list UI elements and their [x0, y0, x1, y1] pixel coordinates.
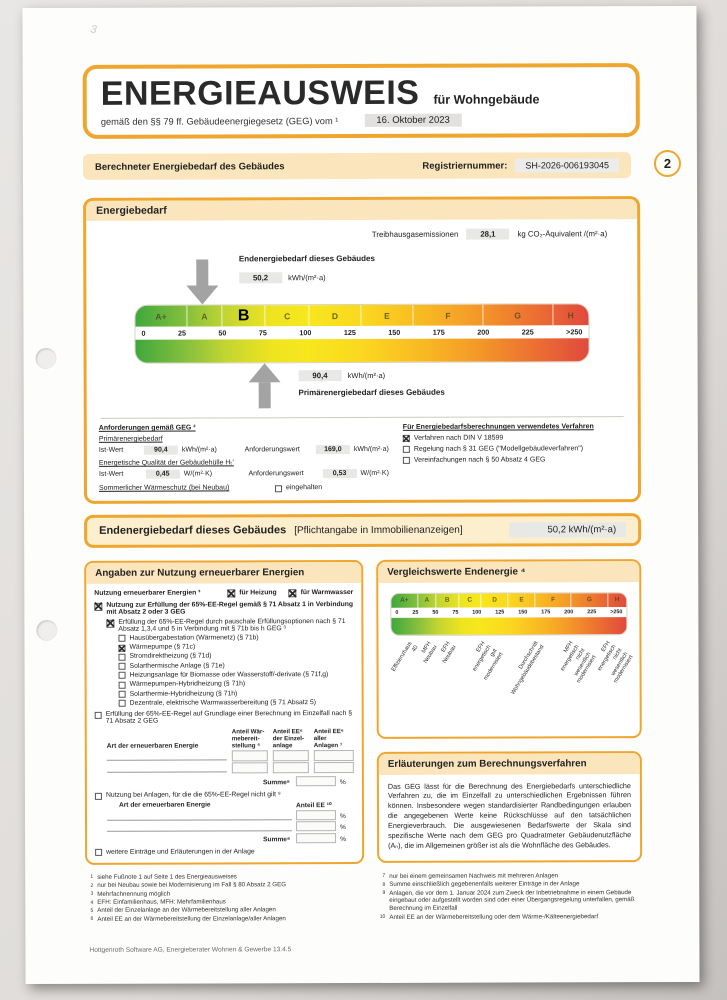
- tick: 225: [521, 327, 534, 337]
- scale-class: H: [614, 596, 620, 604]
- scale-class: B: [436, 593, 459, 607]
- rule65-label: Nutzung zur Erfüllung der 65%-EE-Regel gemäß § 71 Absatz 1 in Verbindung mit Absatz 2 oder 3 GEG: [106, 601, 354, 616]
- explanation-section: [377, 751, 642, 863]
- divider: [101, 416, 624, 419]
- heating-checkbox: [227, 589, 235, 597]
- table2-col-energy-type: Art der erneuerbaren Energie: [118, 801, 211, 809]
- registration-number: SH-2026-006193045: [515, 158, 619, 172]
- comparison-marker-label: EFH Neubau: [440, 640, 457, 664]
- option-checkbox: [119, 672, 126, 679]
- footnote-text: siehe Fußnote 1 auf Seite 1 des Energieausweises: [97, 873, 237, 881]
- primary-energy-unit: kWh/(m²·a): [347, 370, 386, 381]
- req-label: Anforderungswert: [244, 446, 300, 454]
- option-label: Stromdirektheizung (§ 71d): [129, 652, 212, 661]
- method-checkbox: [403, 457, 410, 464]
- prim-req-unit: kWh/(m²·a): [353, 445, 389, 454]
- tick: 75: [258, 328, 267, 338]
- prim-ist-unit: kWh/(m²·a): [181, 446, 217, 454]
- tick: 150: [388, 327, 401, 337]
- scale-class: H: [567, 309, 574, 320]
- table-row-line: [107, 750, 227, 761]
- banner-value: 50,2 kWh/(m²·a): [509, 522, 626, 537]
- tick: 175: [432, 327, 445, 337]
- prim-ist-value: 90,4: [144, 446, 178, 455]
- comparison-marker-label: MFH energetisch nicht wesentlich modernisiert: [559, 639, 598, 685]
- comparison-marker-label: EFH energetisch gut modernisiert: [471, 640, 504, 681]
- method-option-label: Regelung nach § 31 GEG ("Modellgebäudeverfahren"): [413, 444, 584, 453]
- pencil-mark: 3: [89, 23, 98, 37]
- end-energy-label: Endenergiebedarf dieses Gebäudes: [238, 253, 375, 264]
- env-req-value: 0,53: [323, 469, 357, 478]
- sum-cell: [296, 833, 336, 843]
- header-title: Berechneter Energiebedarf des Gebäudes: [94, 160, 285, 173]
- percent-sign: %: [339, 779, 346, 787]
- ghg-label: Treibhausgasemissionen: [371, 229, 459, 239]
- scale-class: G: [572, 593, 608, 607]
- hot-water-checkbox: [289, 589, 297, 597]
- sum-label: Summe⁸: [263, 836, 291, 844]
- table-col-ee-all: Anteil EE⁶ aller Anlagen ⁷: [313, 728, 344, 750]
- option-checkbox: [118, 654, 125, 661]
- table-cell: [314, 762, 354, 773]
- tick: >250: [610, 608, 623, 615]
- table-row-line: [107, 809, 292, 821]
- energiebedarf-heading: Energiebedarf: [86, 199, 637, 221]
- table-row-line: [107, 820, 292, 832]
- method-option-label: Verfahren nach DIN V 18599: [413, 434, 504, 442]
- footnote-text: nur bei Neubau sowie bei Modernisierung im Fall § 80 Absatz 2 GEG: [97, 881, 287, 890]
- end-energy-banner: [84, 513, 641, 548]
- table-col-energy-type: Art der erneuerbaren Energie: [106, 742, 199, 751]
- scale-class: F: [414, 305, 484, 326]
- table-cell: [273, 751, 309, 762]
- footnotes: [85, 871, 642, 923]
- law-reference: gemäß den §§ 79 ff. Gebäudeenergiegesetz (GEG) vom ¹: [100, 115, 339, 127]
- footnote-number: 2: [90, 882, 94, 889]
- comparison-heading: Vergleichswerte Endenergie ⁴: [378, 561, 639, 583]
- hole-punch: [36, 348, 57, 369]
- summer-protection-title: Sommerlicher Wärmeschutz (bei Neubau): [98, 484, 230, 492]
- flat-rule-checkbox: [106, 619, 114, 627]
- calculation-method: [403, 423, 626, 491]
- scale-class-bands: [135, 304, 588, 326]
- primary-energy-req-title: Primärenergiebedarf: [98, 435, 163, 443]
- software-credit: Hottgenroth Software AG, Energieberater Wohnen & Gewerbe 13.4.5: [89, 946, 292, 955]
- table-col-heat-share: Anteil Wär- mebereit- stellung ⁵: [231, 728, 265, 750]
- footnote-number: 1: [90, 874, 94, 881]
- primary-energy-value: 90,4: [298, 370, 341, 381]
- tick: 0: [395, 609, 399, 616]
- footnote-text: Anteil der Einzelanlage an der Wärmebereitstellung aller Anlagen: [97, 906, 276, 915]
- tick: 100: [299, 328, 312, 338]
- percent-sign: %: [340, 835, 346, 843]
- primary-energy-arrow-icon: [248, 363, 280, 408]
- renewables-heading: Angaben zur Nutzung erneuerbarer Energien: [86, 561, 361, 583]
- tick: 225: [587, 608, 597, 615]
- table-cell: [232, 751, 268, 762]
- hole-punch: [36, 620, 57, 641]
- comparison-marker-label: MFH Neubau: [420, 640, 439, 664]
- tick: 0: [141, 328, 146, 338]
- comparison-markers: [390, 637, 636, 730]
- footnote-number: 3: [90, 890, 94, 898]
- comparison-marker-label: Effizienzhaus 40: [390, 640, 420, 673]
- scale-class-current: B: [222, 305, 266, 326]
- tick: 75: [452, 609, 459, 616]
- requirements-title: Anforderungen gemäß GEG ²: [98, 424, 196, 432]
- env-ist-value: 0,45: [146, 470, 180, 479]
- scale-class: A: [418, 593, 436, 607]
- footnote-text: Summe einschließlich gegebenenfalls weiterer Einträge in der Anlage: [389, 880, 580, 889]
- primary-energy-label: Primärenergiebedarf dieses Gebäudes: [298, 387, 445, 398]
- footnote-number: 4: [90, 899, 94, 906]
- scale-class: A+: [391, 593, 418, 607]
- prim-req-value: 169,0: [316, 445, 350, 454]
- ist-label: Ist-Wert: [98, 470, 124, 478]
- table-row-line: [107, 762, 227, 773]
- scale-class: G: [483, 304, 553, 325]
- scale-class: F: [536, 593, 572, 607]
- scale-class: C: [266, 305, 310, 326]
- explanation-body: Das GEG lässt für die Berechnung des Energiebedarfs unterschiedliche Verfahren zu, die im Einzelfall zu unterschiedlichen Ergebnissen führen können. Insbesondere wegen standardisierter Randbedingungen erlauben die angegebenen Werte keine Rückschlüsse auf den tatsächlichen Energieverbrauch. Die ausgewiesenen Bedarfswerte der Skala sind spezifische Werte nach dem GEG pro Quadratmeter Gebäudenutzfläche (Aₙ), die im Allgemeinen größer ist als die Wohnfläche des Gebäudes.: [387, 780, 632, 851]
- tick: 125: [343, 328, 356, 338]
- scale-class: C: [459, 593, 482, 607]
- energiebedarf-section: [83, 196, 641, 503]
- sum-label: Summe⁸: [262, 779, 290, 787]
- renewables-section: [84, 559, 364, 865]
- method-checkbox: [403, 435, 410, 442]
- req-label: Anforderungswert: [248, 470, 304, 478]
- option-label: Solarthermische Anlage (§ 71e): [129, 662, 225, 670]
- table-cell: [273, 763, 309, 774]
- tick: 100: [472, 609, 482, 616]
- tick: 50: [432, 609, 439, 616]
- option-checkbox: [119, 682, 126, 689]
- tick: 25: [412, 609, 419, 616]
- explanation-heading: Erläuterungen zum Berechnungsverfahren: [379, 753, 640, 775]
- flat-rule-label: Erfüllung der 65%-EE-Regel durch pauschale Erfüllungsoptionen nach § 71 Absatz 1,3,4 und 5 in Verbindung mit § 71b bis h GEG ³: [118, 618, 346, 633]
- percent-sign: %: [339, 812, 346, 820]
- footnote-text: nur bei einem gemeinsamen Nachweis mit mehreren Anlagen: [389, 872, 559, 880]
- option-checkbox: [119, 663, 126, 670]
- not-applicable-label: Nutzung bei Anlagen, für die die 65%-EE-Regel nicht gilt ⁹: [105, 791, 281, 800]
- option-label: Solarthermie-Hybridheizung (§ 71h): [129, 689, 238, 698]
- footnote-text: Anlagen, die vor dem 1. Januar 2024 zum Zweck der Inbetriebnahme in einem Gebäude eingebaut oder aufgestellt worden sind oder einer Übergangsregelung unterfallen, gemäß Berechnung im Einzelfall: [389, 888, 635, 913]
- table-col-ee-single: Anteil EE⁶ der Einzel- anlage: [272, 728, 305, 750]
- footnote-number: 5: [90, 907, 94, 914]
- comparison-marker-label: EFH energetisch nicht wesentlich modernisiert: [597, 639, 636, 684]
- geg-requirements: [99, 424, 389, 492]
- percent-sign: %: [340, 823, 346, 831]
- env-ist-unit: W/(m²·K): [183, 470, 213, 478]
- scale-class: A+: [135, 306, 187, 327]
- envelope-title: Energetische Qualität der Gebäudehülle Hₜ': [98, 459, 234, 467]
- tick: >250: [566, 327, 583, 337]
- issue-date: 16. Oktober 2023: [364, 114, 461, 127]
- tick: 175: [541, 608, 551, 615]
- option-label: Heizungsanlage für Biomasse oder Wasserstoff/-derivate (§ 71f,g): [129, 671, 329, 679]
- sum-cell: [296, 776, 336, 786]
- scale-class: D: [309, 305, 361, 326]
- comparison-marker-label: Durchschnitt Wohngebäudebestand: [510, 639, 546, 696]
- banner-bracket: [Pflichtangabe in Immobilienanzeigen]: [294, 524, 463, 536]
- method-checkbox: [403, 446, 410, 453]
- footnote-text: EFH: Einfamilienhaus, MFH: Mehrfamilienhaus: [97, 898, 226, 906]
- tick: 25: [177, 328, 186, 338]
- comparison-section: [376, 559, 642, 739]
- footnote-number: 6: [90, 916, 94, 923]
- title-box: [83, 63, 640, 139]
- footnote-number: 7: [382, 873, 386, 880]
- tick: 200: [564, 608, 574, 615]
- heating-label: für Heizung: [239, 589, 277, 597]
- tick: 150: [518, 608, 528, 616]
- footnote-text: Anteil EE an der Wärmebereitstellung oder dem Wärme-/Kälteenergiebedarf: [389, 912, 599, 921]
- individual-case-label: Erfüllung der 65%-EE-Regel auf Grundlage einer Berechnung im Einzelfall nach § 71 Absatz 2 GEG: [105, 710, 353, 726]
- scale-class: A: [187, 305, 222, 326]
- not-applicable-checkbox: [95, 793, 102, 800]
- registration-label: Registriernummer:: [422, 160, 508, 172]
- energy-efficiency-scale: [134, 303, 589, 363]
- tick: 50: [218, 328, 227, 338]
- table2-col-ee-share: Anteil EE ¹⁰: [295, 801, 332, 810]
- scale-gradient-bar: [136, 338, 589, 362]
- banner-label: Endenergiebedarf dieses Gebäudes: [99, 524, 287, 537]
- table-cell: [232, 763, 268, 774]
- env-req-unit: W/(m²·K): [360, 469, 389, 478]
- hot-water-label: für Warmwasser: [300, 589, 354, 597]
- comparison-scale: [390, 592, 627, 636]
- footnote-text: Mehrfachnennung möglich: [97, 890, 171, 898]
- page-number-badge: 2: [654, 150, 681, 177]
- more-entries-checkbox: [95, 849, 102, 856]
- ghg-unit: kg CO₂-Äquivalent /(m²·a): [517, 229, 608, 239]
- document-subtitle: für Wohngebäude: [433, 92, 540, 107]
- footnote-number: 8: [382, 881, 386, 888]
- option-label: Wärmepumpe (§ 71c): [129, 643, 196, 651]
- ist-label: Ist-Wert: [98, 446, 124, 454]
- footnote-number: 10: [379, 913, 386, 920]
- header-bar: [83, 152, 631, 180]
- method-option-label: Vereinfachungen nach § 50 Absatz 4 GEG: [413, 455, 546, 464]
- option-checkbox: [118, 644, 125, 651]
- scale-class: E: [361, 305, 413, 326]
- renewables-table: [107, 728, 354, 774]
- document-title: ENERGIEAUSWEIS: [100, 73, 420, 113]
- individual-case-checkbox: [95, 712, 102, 719]
- option-checkbox: [119, 691, 126, 698]
- more-entries-label: weitere Einträge und Erläuterungen in der Anlage: [106, 848, 255, 856]
- comparison-gradient-bar: [391, 617, 626, 635]
- end-energy-unit: kWh/(m²·a): [288, 273, 326, 283]
- table-cell: [296, 821, 336, 831]
- renewables-usage-label: Nutzung erneuerbarer Energien ³: [94, 589, 201, 598]
- summer-protection-checkbox: [275, 485, 282, 492]
- footnote-text: Anteil EE an der Wärmebereitstellung der Einzelanlage/aller Anlagen: [97, 914, 286, 923]
- paper-sheet: [22, 6, 699, 984]
- rule65-checkbox: [94, 602, 102, 610]
- table-cell: [314, 750, 354, 761]
- ghg-value: 28,1: [466, 229, 509, 240]
- end-energy-arrow-icon: [187, 259, 219, 304]
- table-cell: [296, 810, 336, 820]
- footnote-number: 9: [382, 890, 386, 897]
- method-title: Für Energiebedarfsberechnungen verwendetes Verfahren: [402, 423, 594, 431]
- tick: 125: [495, 609, 505, 616]
- option-label: Dezentrale, elektrische Warmwasserbereitung (§ 71 Absatz 5): [129, 699, 317, 707]
- end-energy-value: 50,2: [239, 272, 282, 283]
- option-label: Hausübergabestation (Wärmenetz) (§ 71b): [129, 634, 259, 642]
- summer-protection-label: eingehalten: [285, 484, 323, 492]
- scale-class: E: [509, 593, 536, 607]
- option-label: Wärmepumpen-Hybridheizung (§ 71h): [129, 680, 246, 689]
- scale-class: D: [482, 593, 509, 607]
- option-checkbox: [119, 700, 126, 707]
- tick: 200: [477, 327, 490, 337]
- renewables-table-2: [107, 801, 354, 832]
